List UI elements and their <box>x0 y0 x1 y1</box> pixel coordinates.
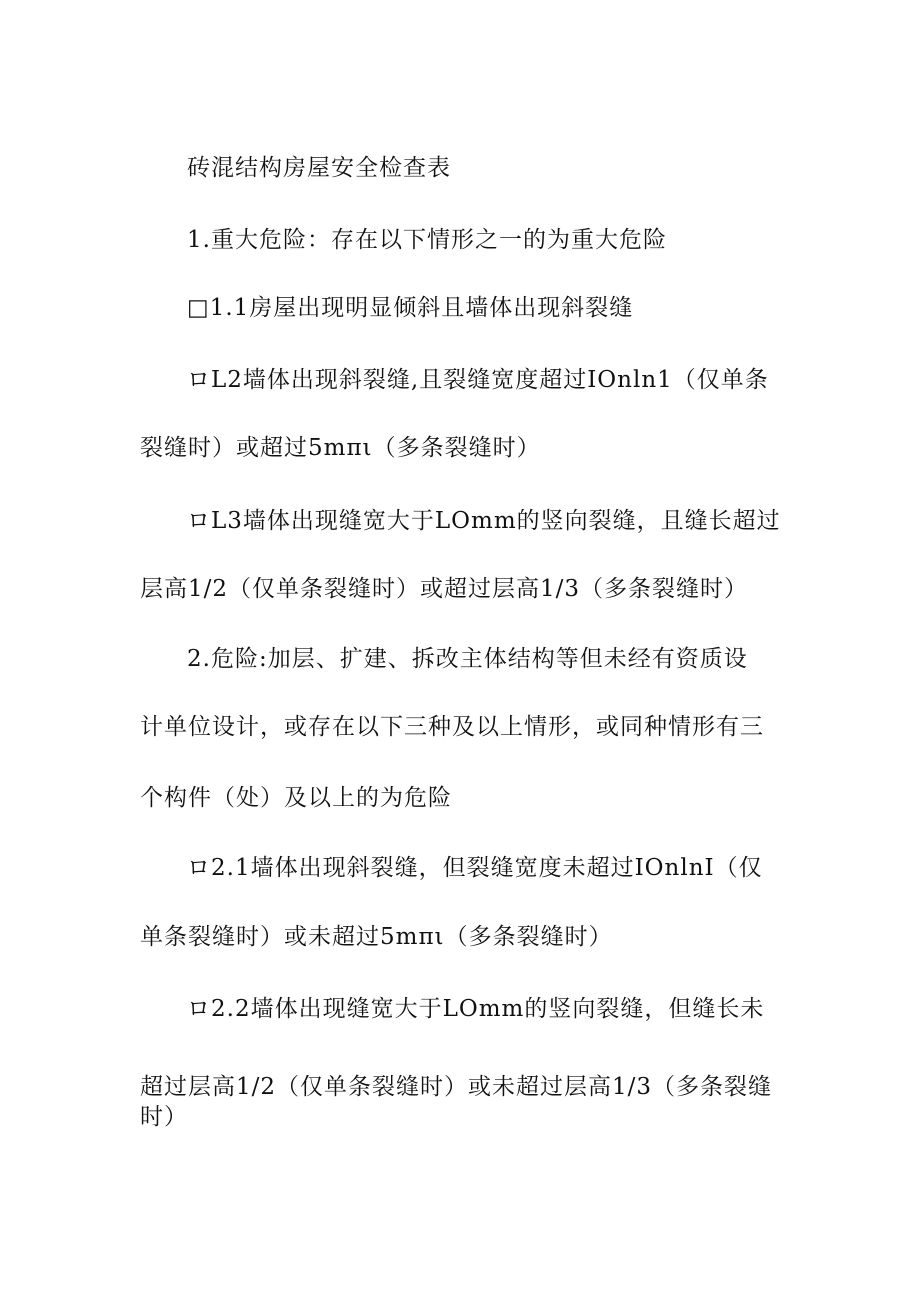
checklist-item-1-3-continued: 层高1/2（仅单条裂缝时）或超过层高1/3（多条裂缝时） <box>140 576 749 602</box>
checklist-item-1-3: ロL3墙体出现缝宽大于LOmm的竖向裂缝，且缝长超过 <box>187 508 781 534</box>
section-heading-danger-continued: 计单位设计，或存在以下三种及以上情形，或同种情形有三 <box>140 714 764 740</box>
checklist-item-2-2-continued-2: 时） <box>140 1104 188 1130</box>
checklist-item-1-2: ロL2墙体出现斜裂缝,且裂缝宽度超过IOnln1（仅单条 <box>187 367 769 393</box>
section-heading-danger-continued-2: 个构件（处）及以上的为危险 <box>140 785 452 811</box>
section-heading-danger: 2.危险:加层、扩建、拆改主体结构等但未经有资质设 <box>187 646 748 672</box>
checklist-item-2-1-continued: 单条裂缝时）或未超过5mπι（多条裂缝时） <box>140 924 613 950</box>
document-title: 砖混结构房屋安全检查表 <box>187 155 451 181</box>
checklist-item-2-2-continued: 超过层高1/2（仅单条裂缝时）或未超过层高1/3（多条裂缝 <box>140 1074 773 1100</box>
checklist-item-2-1: ロ2.1墙体出现斜裂缝，但裂缝宽度未超过IOnlnI（仅 <box>187 855 763 881</box>
checklist-item-1-2-continued: 裂缝时）或超过5mπι（多条裂缝时） <box>140 435 541 461</box>
section-heading-major-danger: 1.重大危险：存在以下情形之一的为重大危险 <box>187 227 667 253</box>
checklist-item-1-1: □1.1房屋出现明显倾斜且墙体出现斜裂缝 <box>187 295 634 321</box>
checklist-item-2-2: ロ2.2墙体出现缝宽大于LOmm的竖向裂缝，但缝长未 <box>187 996 765 1022</box>
